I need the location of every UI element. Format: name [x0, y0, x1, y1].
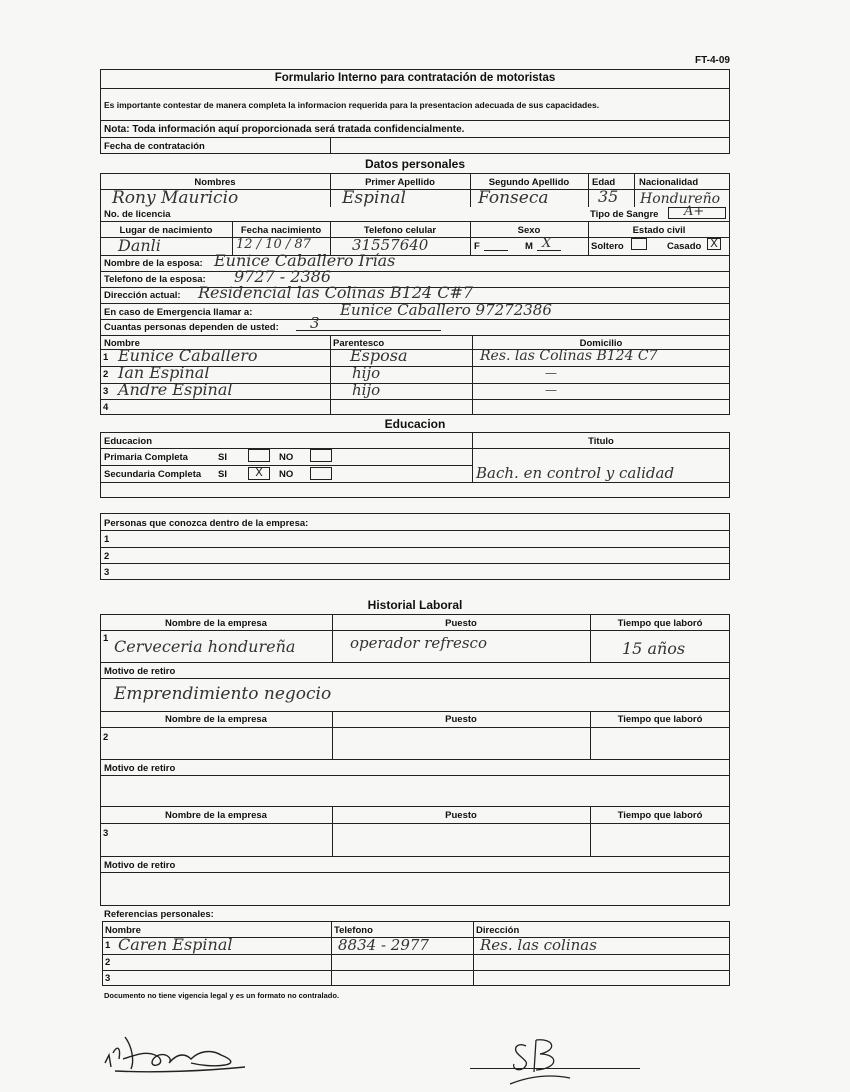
primary-si-label: SI: [218, 452, 227, 463]
signature-right: [500, 1032, 590, 1090]
secondary-no-label: NO: [279, 469, 294, 480]
secondary-si-checkbox[interactable]: X: [248, 467, 270, 480]
time-col-header: Tiempo que laboró: [617, 810, 703, 821]
dependent-relation-field[interactable]: hijo: [352, 381, 381, 399]
age-label: Edad: [592, 177, 616, 188]
degree-title-field[interactable]: Bach. en control y calidad: [476, 464, 675, 482]
dependent-home-field[interactable]: Res. las Colinas B124 C7: [480, 348, 658, 364]
sex-label: Sexo: [517, 225, 541, 236]
address-label: Dirección actual:: [104, 290, 181, 301]
emergency-label: En caso de Emergencia llamar a:: [104, 307, 253, 318]
confidential-note: Nota: Toda información aquí proporcionada será tratada confidencialmente.: [104, 124, 465, 135]
primary-no-checkbox[interactable]: [310, 449, 332, 462]
section-work-title: Historial Laboral: [367, 598, 463, 612]
reference-name-header: Nombre: [105, 925, 141, 936]
reference-name-field[interactable]: Caren Espinal: [118, 935, 233, 954]
secondary-label: Secundaria Completa: [104, 469, 202, 480]
secondary-si-label: SI: [218, 469, 227, 480]
row-number: 1: [105, 940, 111, 951]
second-surname-field[interactable]: Fonseca: [478, 188, 549, 208]
sex-f-label: F: [474, 241, 480, 252]
names-field[interactable]: Rony Mauricio: [112, 188, 239, 208]
dependent-name-field[interactable]: Eunice Caballero: [118, 346, 258, 365]
row-number: 3: [103, 828, 109, 839]
row-number: 1: [103, 352, 109, 363]
time-col-header: Tiempo que laboró: [617, 618, 703, 629]
references-label: Referencias personales:: [104, 909, 214, 920]
reason-label: Motivo de retiro: [104, 763, 176, 774]
spouse-phone-field[interactable]: 9727 - 2386: [234, 267, 332, 286]
cellphone-label: Telefono celular: [363, 225, 437, 236]
row-number: 2: [103, 732, 109, 743]
row-number: 2: [104, 551, 110, 562]
birthplace-label: Lugar de nacimiento: [119, 225, 213, 236]
cellphone-field[interactable]: 31557640: [352, 236, 429, 254]
company-col-header: Nombre de la empresa: [165, 618, 267, 629]
spouse-field[interactable]: Eunice Caballero Irías: [214, 251, 396, 270]
age-field[interactable]: 35: [598, 187, 619, 206]
blood-type-field[interactable]: A+: [684, 204, 705, 219]
position-col-header: Puesto: [445, 714, 477, 725]
married-checkbox[interactable]: X: [707, 238, 721, 250]
title-col-header: Titulo: [588, 436, 614, 447]
position-col-header: Puesto: [445, 618, 477, 629]
dependent-relation-field[interactable]: hijo: [352, 364, 381, 382]
time-col-header: Tiempo que laboró: [617, 714, 703, 725]
dependent-name-header: Nombre: [104, 338, 140, 349]
primary-si-checkbox[interactable]: [248, 449, 270, 462]
dependent-relation-header: Parentesco: [333, 338, 385, 349]
position-col-header: Puesto: [445, 810, 477, 821]
spouse-label: Nombre de la esposa:: [104, 258, 203, 269]
row-number: 2: [103, 369, 109, 380]
reference-address-field[interactable]: Res. las colinas: [480, 936, 597, 954]
birthdate-label: Fecha nacimiento: [240, 225, 322, 236]
reference-phone-field[interactable]: 8834 - 2977: [338, 936, 429, 954]
dependent-home-field[interactable]: —: [545, 383, 557, 397]
company-field[interactable]: Cerveceria hondureña: [114, 637, 296, 656]
first-surname-field[interactable]: Espinal: [342, 188, 406, 208]
company-col-header: Nombre de la empresa: [165, 714, 267, 725]
education-col-header: Educacion: [104, 436, 153, 447]
emergency-field[interactable]: Eunice Caballero 97272386: [340, 301, 552, 319]
dependent-home-field[interactable]: —: [545, 366, 557, 380]
company-col-header: Nombre de la empresa: [165, 810, 267, 821]
second-surname-label: Segundo Apellido: [488, 177, 570, 188]
row-number: 3: [104, 567, 110, 578]
license-label: No. de licencia: [104, 209, 171, 220]
blood-type-label: Tipo de Sangre: [590, 209, 659, 220]
section-personal-title: Datos personales: [364, 157, 466, 171]
address-field[interactable]: Residencial las Colinas B124 C#7: [198, 283, 474, 302]
intro-text: Es importante contestar de manera completa la informacion requerida para la presentacion adecuada de sus capacidades.: [104, 100, 600, 110]
row-number: 3: [103, 386, 109, 397]
secondary-no-checkbox[interactable]: [310, 467, 332, 480]
sex-m-field[interactable]: X: [542, 236, 552, 251]
hiring-date-label: Fecha de contratación: [104, 141, 205, 152]
birthdate-field[interactable]: 12 / 10 / 87: [236, 237, 311, 252]
reference-phone-header: Telefono: [334, 925, 373, 936]
row-number: 2: [105, 957, 111, 968]
reason-label: Motivo de retiro: [104, 860, 176, 871]
dependent-home-header: Domicilio: [579, 338, 623, 349]
acquaintances-label: Personas que conozca dentro de la empresa:: [104, 518, 309, 529]
reason-label: Motivo de retiro: [104, 666, 176, 677]
form-title: Formulario Interno para contratación de motoristas: [274, 72, 556, 84]
primary-no-label: NO: [279, 452, 294, 463]
dependent-name-field[interactable]: Andre Espinal: [118, 380, 233, 399]
dependent-relation-field[interactable]: Esposa: [350, 346, 408, 365]
primary-label: Primaria Completa: [104, 452, 188, 463]
dependent-name-field[interactable]: Ian Espinal: [118, 363, 210, 382]
time-field[interactable]: 15 años: [622, 639, 686, 658]
first-surname-label: Primer Apellido: [365, 177, 435, 188]
nationality-label: Nacionalidad: [639, 177, 699, 188]
spouse-phone-label: Telefono de la esposa:: [104, 274, 206, 285]
names-label: Nombres: [194, 177, 236, 188]
row-number: 4: [103, 402, 109, 413]
row-number: 1: [104, 534, 110, 545]
sex-m-label: M: [525, 241, 533, 252]
row-number: 3: [105, 973, 111, 984]
reference-address-header: Dirección: [476, 925, 520, 936]
dependents-count-field[interactable]: 3: [310, 314, 320, 332]
section-education-title: Educacion: [384, 417, 446, 431]
form-code: FT-4-09: [694, 55, 730, 66]
reason-field[interactable]: Emprendimiento negocio: [114, 684, 332, 704]
position-field[interactable]: operador refresco: [350, 634, 487, 652]
dependents-count-label: Cuantas personas dependen de usted:: [104, 322, 279, 333]
row-number: 1: [103, 633, 109, 644]
signature-left: [95, 1025, 265, 1085]
birthplace-field[interactable]: Danli: [118, 236, 161, 255]
footer-disclaimer: Documento no tiene vigencia legal y es un formato no contralado.: [104, 991, 340, 1000]
single-label: Soltero: [591, 241, 624, 252]
married-label: Casado: [667, 241, 702, 252]
nationality-field[interactable]: Hondureño: [640, 191, 721, 207]
civil-status-label: Estado civil: [632, 225, 686, 236]
single-checkbox[interactable]: [631, 238, 647, 250]
